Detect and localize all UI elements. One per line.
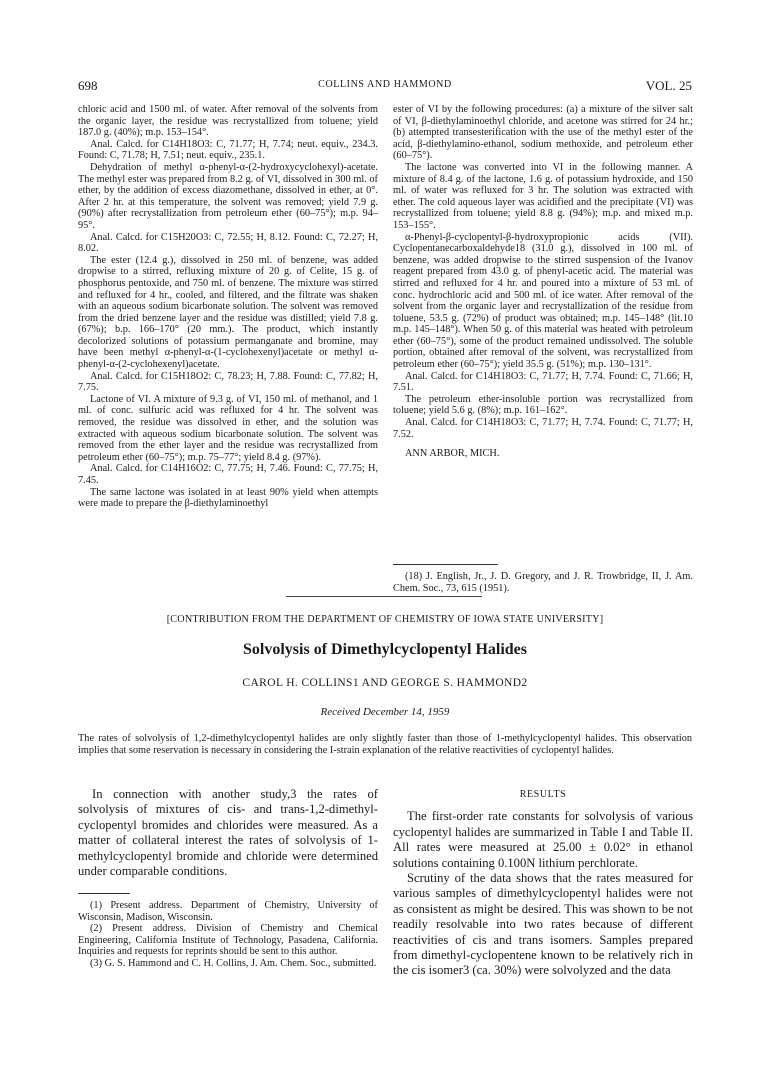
running-head — [78, 78, 692, 94]
footnote-2: (2) Present address. Division of Chemistry and Chemical Engineering, California Institute of Technology, Pasadena, California. Inquiries and requests for reprints should be sent to this author. — [78, 923, 378, 958]
abstract: The rates of solvolysis of 1,2-dimethylcyclopentyl halides are only slightly faster than those of 1-methylcyclopentyl halides. This observation implies that some reservation is necessary in considering the I-strain explanation of the relative reactivities of cyclopentyl halides. — [78, 733, 692, 756]
results-heading: RESULTS — [519, 789, 567, 800]
running-title: COLLINS AND HAMMOND — [318, 79, 452, 90]
results-paragraph-2: Scrutiny of the data shows that the rates measured for various samples of dimethylcyclopentyl halides were not as consistent as might be desired. This was shown to be not readily resolvable into two rates because of different reactivities of cis and trans isomers. Samples prepared from dimethyl-cyclopentene known to be relatively rich in the cis isomer3 (ca. 30%) were solvolyzed and the data — [393, 871, 693, 978]
paragraph: The same lactone was isolated in at least 90% yield when attempts were made to prepare the β-diethylaminoethyl — [78, 486, 378, 510]
contribution-line: [CONTRIBUTION FROM THE DEPARTMENT OF CHEMISTRY OF IOWA STATE UNIVERSITY] — [166, 614, 604, 625]
location-line: ANN ARBOR, MICH. — [405, 448, 500, 460]
paragraph: The petroleum ether-insoluble portion was recrystallized from toluene; yield 5.6 g. (8%); m.p. 161–162°. — [393, 393, 693, 417]
footnote-18 — [393, 571, 693, 594]
footnote-rule — [393, 564, 498, 565]
analysis-paragraph: Anal. Calcd. for C15H18O2: C, 78.23; H, 7.88. Found: C, 77.82; H, 7.75. — [78, 370, 378, 394]
analysis-paragraph: Anal. Calcd. for C14H18O3: C, 71.77; H, 7.74; neut. equiv., 234.3. Found: C, 71.78; H, 7.51; neut. equiv., 235.1. — [78, 138, 378, 162]
paragraph: Lactone of VI. A mixture of 9.3 g. of VI, 150 ml. of methanol, and 1 ml. of conc. sulfuric acid was refluxed for 4 hr. The solvent was removed, the residue was dissolved in ether, and the solution was extracted with aqueous sodium bicarbonate solution. The solvent was removed from the ether layer and the residue was recrystallized from petroleum ether (60–75°); m.p. 75–77°; yield 8.4 g. (97%). — [78, 393, 378, 463]
intro-paragraph: In connection with another study,3 the rates of solvolysis of mixtures of cis- and trans-1,2-dimethyl-cyclopentyl bromides and chlorides were measured. As a matter of collateral interest the rates of solvolysis of 1-methylcyclopentyl bromide and chloride were determined under comparable conditions. — [78, 787, 378, 879]
author-byline: CAROL H. COLLINS1 AND GEORGE S. HAMMOND2 — [242, 677, 528, 689]
article-title: Solvolysis of Dimethylcyclopentyl Halides — [243, 641, 527, 658]
experimental-column-right — [393, 104, 693, 460]
footnote-3: (3) G. S. Hammond and C. H. Collins, J. Am. Chem. Soc., submitted. — [90, 957, 377, 969]
footnotes — [78, 900, 378, 970]
volume-label: VOL. 25 — [645, 78, 692, 93]
results-paragraph-1: The first-order rate constants for solvolysis of various cyclopentyl halides are summarized in Table I and Table II. All rates were measured at 25.00 ± 0.02° in ethanol solutions containing 0.100N lithium perchlorate. — [393, 809, 693, 870]
results-column — [393, 787, 693, 979]
page-number: 698 — [78, 78, 98, 93]
paragraph: The lactone was converted into VI in the following manner. A mixture of 8.4 g. of the lactone, 1.6 g. of potassium hydroxide, and 150 ml. of water was refluxed for 3 hr. The solution was extracted with ether. The cold aqueous layer was acidified and the precipitate (VI) was recrystallized from toluene; yield 8.8 g. (94%); m.p. and mixed m.p. 153–155°. — [393, 161, 693, 231]
analysis-paragraph: Anal. Calcd. for C14H18O3: C, 71.77; H, 7.74. Found: C, 71.66; H, 7.51. — [393, 370, 693, 394]
paragraph: α-Phenyl-β-cyclopentyl-β-hydroxypropionic acids (VII). Cyclopentanecarboxaldehyde18 (31.0 g.), dissolved in 100 ml. of benzene, was added dropwise to the stirred suspension of the Ivanov reagent prepared from 43.0 g. of phenyl-acetic acid. The material was stirred and refluxed for 4 hr. and poured into a mixture of 53 ml. of conc. hydrochloric acid and 500 ml. of ice water. After removal of the solvent from the organic layer and recrystallization of the residue from toluene, 53.5 g. (72%) of product was obtained; m.p. 145–148° (lit.10 m.p. 145–148°). When 50 g. of this material was heated with petroleum ether (60–75°), some of the product remained undissolved. The soluble portion, obtained after removal of the solvent, was recrystallized from petroleum ether (60–75°); yield 35.5 g. (51%); m.p. 130–131°. — [393, 231, 693, 371]
footnote-rule — [78, 893, 130, 894]
paragraph: Dehydration of methyl α-phenyl-α-(2-hydroxycyclohexyl)-acetate. The methyl ester was prepared from 8.2 g. of VI, dissolved in 300 ml. of ether, by the addition of excess diazomethane, dissolved in ether, at 0°. After 2 hr. at this temperature, the solvent was removed; yield 7.9 g. (90%) after recrystallization from petroleum ether (60–75°); m.p. 94–95°. — [78, 161, 378, 231]
analysis-paragraph: Anal. Calcd. for C14H18O3: C, 71.77; H, 7.74. Found: C, 71.77; H, 7.52. — [393, 417, 693, 440]
section-divider — [286, 596, 482, 597]
footnote-text: (18) J. English, Jr., J. D. Gregory, and J. R. Trowbridge, II, J. Am. Chem. Soc., 73, 615 (1951). — [393, 571, 693, 594]
paragraph: ester of VI by the following procedures: (a) a mixture of the silver salt of VI, β-diethylaminoethyl chloride, and acetone was stirred for 24 hr.; (b) attempted transesterification with the use of the methyl ester of the acid, β-diethylamino-ethanol, sodium methoxide, and petroleum ether (60–75°). — [393, 104, 693, 162]
experimental-column-left — [78, 104, 378, 510]
paragraph: chloric acid and 1500 ml. of water. After removal of the solvents from the organic layer, the residue was recrystallized from toluene; yield 187.0 g. (40%); m.p. 153–154°. — [78, 104, 378, 139]
footnote-1: (1) Present address. Department of Chemistry, University of Wisconsin, Madison, Wisconsin. — [78, 900, 378, 923]
received-date: Received December 14, 1959 — [320, 706, 450, 718]
paragraph: The ester (12.4 g.), dissolved in 250 ml. of benzene, was added dropwise to a stirred, refluxing mixture of 20 g. of Celite, 15 g. of phosphorus pentoxide, and 750 ml. of benzene. The mixture was stirred and refluxed for 4 hr., cooled, and filtered, and the filtrate was shaken with an aqueous sodium bicarbonate solution. The solvent was removed from the dried benzene layer and the residue was distilled; yield 7.8 g. (67%); b.p. 166–170° (20 mm.). The product, which instantly decolorized solutions of potassium permanganate and bromine, may have been methyl α-phenyl-α-(1-cyclohexenyl)acetate or methyl α-phenyl-α-(2-cyclohexenyl)acetate. — [78, 254, 378, 371]
analysis-paragraph: Anal. Calcd. for C15H20O3: C, 72.55; H, 8.12. Found: C, 72.27; H, 8.02. — [78, 231, 378, 255]
intro-column — [78, 787, 378, 879]
analysis-paragraph: Anal. Calcd. for C14H16O2: C, 77.75; H, 7.46. Found: C, 77.75; H, 7.45. — [78, 463, 378, 486]
